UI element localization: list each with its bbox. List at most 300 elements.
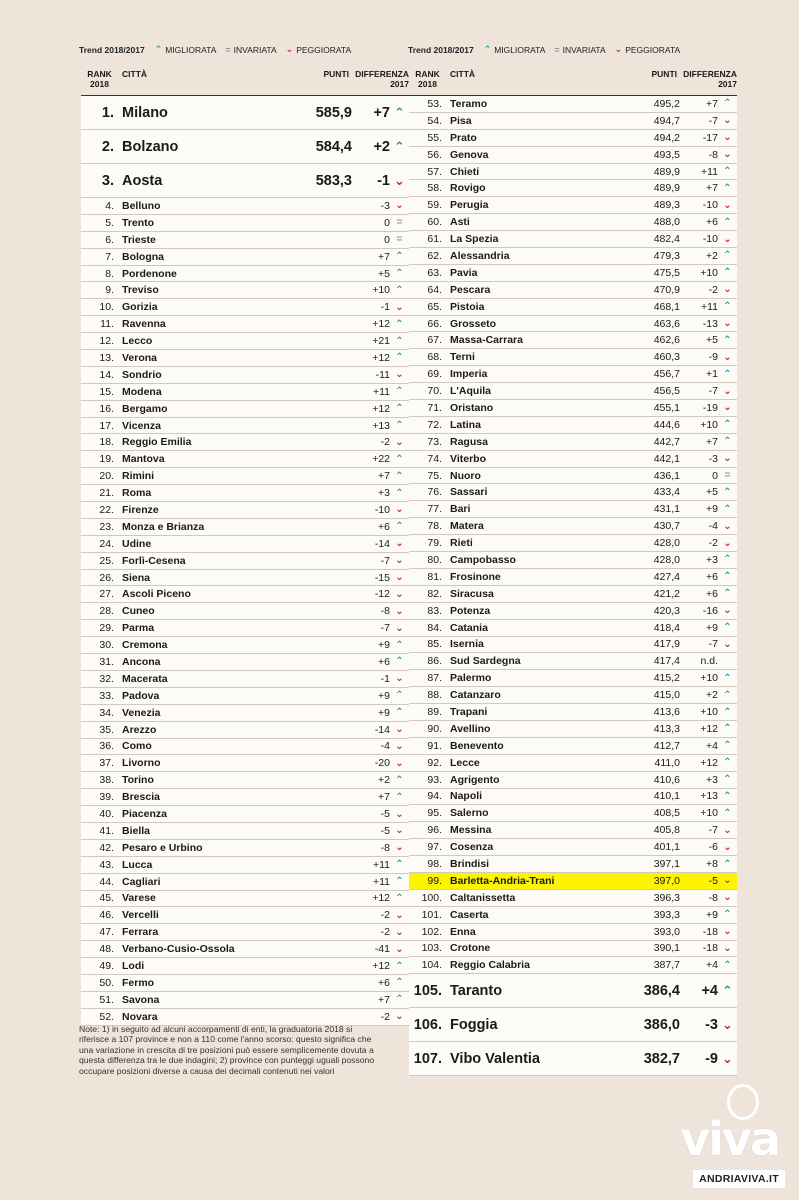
city-cell: Asti [450,216,470,229]
diff-cell: +7 [378,470,390,483]
chevron-up-icon: ⌃ [723,250,732,262]
chevron-down-icon: ⌄ [723,824,732,836]
diff-cell: +11 [372,858,390,871]
rank-cell: 99. [427,874,442,887]
chevron-down-icon: ⌄ [722,1016,733,1032]
table-row [409,383,737,400]
points-cell: 405,8 [653,824,680,837]
rank-cell: 89. [427,706,442,718]
city-cell: Bolzano [122,138,179,155]
rank-cell: 7. [105,250,114,263]
points-cell: 420,3 [653,604,680,617]
chevron-up-icon: ⌃ [723,723,732,735]
city-cell: Verbano-Cusio-Ossola [122,943,235,956]
diff-cell: +7 [706,435,718,448]
chevron-down-icon: ⌄ [723,875,732,887]
legend-improved [484,44,546,55]
table-row [409,332,737,349]
diff-cell: 0 [712,469,718,482]
diff-cell: +4 [706,959,718,972]
diff-cell: -20 [374,757,390,770]
legend-worse [286,44,352,55]
table-row [81,603,409,620]
header-city: CITTÀ [122,69,148,79]
table-row [81,519,409,536]
city-cell: Belluno [122,199,161,212]
diff-cell: -14 [374,723,390,736]
city-cell: Palermo [450,672,492,685]
diff-cell: +8 [706,858,718,871]
diff-cell: +2 [373,138,390,155]
rank-cell: 2. [101,138,114,155]
chevron-down-icon: ⌄ [395,825,404,837]
points-cell: 442,1 [653,452,680,465]
diff-cell: +6 [706,216,718,229]
city-cell: Pordenone [122,267,177,280]
city-cell: Mantova [122,453,165,466]
diff-cell: -7 [380,622,390,635]
diff-cell: -1 [377,172,390,189]
city-cell: Cagliari [122,875,161,888]
rank-cell: 45. [99,892,114,905]
points-cell: 413,3 [653,722,680,735]
header-diff: DIFFERENZA 2017 [355,69,409,89]
city-cell: Napoli [450,790,483,803]
rank-cell: 76. [427,486,442,499]
rank-cell: 40. [99,808,114,820]
rank-cell: 48. [99,943,114,956]
chevron-down-icon: ⌄ [395,842,404,854]
rank-cell: 104. [421,959,442,972]
rank-cell: 4. [105,199,114,212]
rank-cell: 83. [427,604,442,617]
city-cell: Reggio Emilia [122,436,192,449]
table-row [409,417,737,434]
table-row [409,907,737,924]
rank-cell: 15. [99,385,114,398]
chevron-down-icon: ⌄ [723,942,732,954]
table-row [409,620,737,637]
diff-cell: +3 [706,553,718,566]
diff-cell: -5 [380,808,390,820]
table-row [409,974,737,1008]
table-row [409,805,737,822]
diff-cell: -18 [702,925,718,938]
table-row [409,501,737,518]
chevron-up-icon: ⌃ [723,503,732,515]
chevron-down-icon: ⌄ [723,638,732,650]
chevron-down-icon: ⌄ [395,538,404,550]
rank-cell: 101. [421,908,442,921]
chevron-down-icon: ⌄ [723,233,732,245]
diff-cell: +11 [372,875,390,888]
table-row [81,350,409,367]
chevron-up-icon: ⌃ [723,706,732,718]
chevron-down-icon: ⌄ [723,892,732,904]
rank-cell: 1. [101,104,114,121]
points-cell: 386,0 [643,1016,680,1033]
chevron-down-icon: ⌄ [723,402,732,414]
diff-cell: -7 [708,114,718,127]
diff-cell: +9 [706,503,718,516]
rank-cell: 73. [427,435,442,448]
chevron-up-icon: ⌃ [395,386,404,398]
points-cell: 583,3 [315,172,352,189]
points-cell: 460,3 [653,351,680,364]
city-cell: Massa-Carrara [450,334,523,347]
chevron-down-icon: ⌄ [723,149,732,161]
chevron-down-icon: ⌄ [395,808,404,820]
rank-cell: 35. [99,723,114,736]
table-row [409,400,737,417]
table-row [409,535,737,552]
chevron-down-icon: ⌄ [285,44,294,54]
points-cell: 427,4 [653,570,680,583]
rank-cell: 85. [427,638,442,651]
city-cell: Foggia [450,1016,498,1033]
rank-cell: 81. [427,570,442,583]
chevron-up-icon: ⌃ [723,790,732,802]
diff-cell: -2 [380,436,390,449]
rank-cell: 100. [421,891,442,904]
table-row [81,418,409,435]
table-row [409,130,737,147]
ranking-column-right [409,67,737,1076]
points-cell: 401,1 [653,841,680,854]
chevron-up-icon: ⌃ [723,182,732,194]
diff-cell: +12 [372,892,390,905]
points-cell: 415,2 [653,672,680,685]
rank-cell: 92. [427,756,442,769]
diff-cell: +3 [706,773,718,786]
table-row [409,164,737,181]
table-row [409,214,737,231]
diff-cell: +11 [700,300,718,313]
rank-cell: 36. [99,740,114,753]
rank-cell: 71. [427,401,442,414]
site-url[interactable]: ANDRIAVIVA.IT [693,1170,785,1188]
diff-cell: +9 [706,621,718,634]
header-city: CITTÀ [450,69,476,79]
rank-cell: 50. [99,976,114,989]
chevron-up-icon: ⌃ [723,807,732,819]
diff-cell: +9 [706,908,718,921]
table-row [81,96,409,130]
rank-cell: 23. [99,520,114,533]
chevron-up-icon: ⌃ [395,960,404,972]
rank-cell: 78. [427,520,442,533]
table-row [81,198,409,215]
city-cell: Vicenza [122,419,161,432]
rank-cell: 37. [99,757,114,770]
diff-cell: +12 [700,722,718,735]
table-row [81,299,409,316]
chevron-down-icon: ⌄ [395,622,404,634]
table-row [409,299,737,316]
city-cell: Catania [450,621,488,634]
rank-cell: 90. [427,722,442,735]
points-cell: 428,0 [653,553,680,566]
city-cell: Cosenza [450,841,494,854]
table-row [409,772,737,789]
diff-cell: -8 [708,148,718,161]
table-row [409,316,737,333]
table-row [409,941,737,958]
chevron-down-icon: ⌄ [394,172,405,188]
city-cell: Sassari [450,486,488,499]
chevron-up-icon: ⌃ [395,859,404,871]
rank-cell: 18. [99,436,114,449]
diff-cell: +6 [378,655,390,668]
chevron-up-icon: ⌃ [154,44,163,54]
diff-cell: -10 [702,233,718,246]
rank-cell: 39. [99,791,114,804]
city-cell: Caserta [450,908,489,921]
chevron-down-icon: ⌄ [395,926,404,938]
city-cell: Grosseto [450,317,497,330]
chevron-down-icon: ⌄ [614,44,623,54]
rank-cell: 28. [99,605,114,618]
chevron-up-icon: ⌃ [394,104,405,120]
city-cell: Siena [122,571,151,584]
points-cell: 417,4 [653,655,680,668]
rank-cell: 51. [99,993,114,1006]
points-cell: 442,7 [653,435,680,448]
city-cell: Frosinone [450,570,501,583]
rank-cell: 41. [99,824,114,837]
chevron-up-icon: ⌃ [723,166,732,177]
table-row [81,570,409,587]
diff-cell: +10 [700,807,718,820]
table-row [81,553,409,570]
table-row [81,502,409,519]
table-row [81,164,409,198]
rank-cell: 103. [421,942,442,955]
diff-cell: +21 [372,335,390,348]
city-cell: L'Aquila [450,385,491,398]
rank-cell: 105. [413,982,442,999]
chevron-down-icon: ⌄ [723,841,732,853]
header-diff: DIFFERENZA 2017 [683,69,737,89]
rank-cell: 60. [427,216,442,229]
table-row [81,874,409,891]
points-cell: 412,7 [653,739,680,752]
table-row [409,180,737,197]
table-row [81,130,409,164]
chevron-down-icon: ⌄ [395,588,404,600]
legend-unchanged [225,45,276,55]
legend-title: Trend 2018/2017 [79,44,145,55]
diff-cell: +10 [700,418,718,431]
city-cell: Rovigo [450,182,486,195]
rank-cell: 21. [99,487,114,500]
diff-cell: -5 [380,824,390,837]
chevron-up-icon: ⌃ [395,521,404,533]
points-cell: 462,6 [653,334,680,347]
diff-cell: +6 [706,570,718,583]
diff-cell: -5 [708,874,718,887]
table-row [409,231,737,248]
legend-unchanged-label: INVARIATA [233,44,277,55]
legend-worse [615,44,681,55]
chevron-down-icon: ⌄ [395,943,404,955]
diff-cell: -10 [702,199,718,212]
chevron-up-icon: ⌃ [395,791,404,803]
chevron-up-icon: ⌃ [723,334,732,346]
points-cell: 482,4 [653,233,680,246]
table-row [409,451,737,468]
chevron-up-icon: ⌃ [395,420,404,432]
city-cell: Teramo [450,97,488,110]
table-row [409,721,737,738]
rank-cell: 52. [99,1010,114,1023]
city-cell: Messina [450,824,492,837]
rank-cell: 22. [99,503,114,516]
chevron-down-icon: ⌄ [723,115,732,127]
table-row [409,248,737,265]
chevron-up-icon: ⌃ [395,470,404,482]
table-row [81,282,409,299]
rank-cell: 9. [105,284,114,297]
rank-cell: 14. [99,368,114,381]
diff-cell: -6 [708,841,718,854]
table-row [81,789,409,806]
diff-cell: -15 [374,571,390,584]
chevron-up-icon: ⌃ [395,487,404,499]
table-row [409,586,737,603]
rank-cell: 20. [99,470,114,483]
chevron-up-icon: ⌃ [723,301,732,313]
rank-cell: 27. [99,588,114,601]
city-cell: Genova [450,148,489,161]
rank-cell: 106. [413,1016,442,1033]
chevron-down-icon: ⌄ [723,385,732,397]
diff-cell: +9 [378,689,390,702]
city-cell: Udine [122,537,152,550]
rank-cell: 82. [427,587,442,600]
diff-cell: +13 [700,790,718,803]
rank-cell: 44. [99,875,114,888]
diff-cell: +10 [372,284,390,297]
diff-cell: -7 [708,638,718,651]
table-row [81,637,409,654]
equals-icon: = [225,44,231,55]
city-cell: Catanzaro [450,689,501,702]
table-row [81,924,409,941]
chevron-up-icon: ⌃ [395,892,404,904]
rank-cell: 67. [427,334,442,347]
city-cell: Viterbo [450,452,486,465]
table-row [81,249,409,266]
table-row [409,349,737,366]
table-row [409,113,737,130]
diff-cell: -3 [705,1016,718,1033]
chevron-down-icon: ⌄ [395,436,404,448]
table-header [81,67,409,96]
table-row [409,755,737,772]
chevron-up-icon: ⌃ [395,707,404,719]
diff-cell: -12 [374,588,390,601]
table-row [409,822,737,839]
table-row [81,586,409,603]
city-cell: Modena [122,385,162,398]
city-cell: Rimini [122,470,155,483]
city-cell: Chieti [450,165,480,178]
rank-cell: 32. [99,672,114,685]
points-cell: 489,9 [653,182,680,195]
city-cell: Torino [122,774,154,787]
chevron-up-icon: ⌃ [723,571,732,583]
city-cell: Ragusa [450,435,488,448]
rank-cell: 68. [427,351,442,364]
header-points: PUNTI [651,69,677,79]
city-cell: Parma [122,622,155,635]
points-cell: 495,2 [653,97,680,110]
points-cell: 436,1 [653,469,680,482]
legend-title: Trend 2018/2017 [408,44,474,55]
rank-cell: 87. [427,672,442,685]
chevron-up-icon: ⌃ [395,268,404,279]
table-row [81,688,409,705]
city-cell: Pisa [450,114,472,127]
chevron-up-icon: ⌃ [723,757,732,769]
diff-cell: +10 [700,706,718,718]
table-row [81,705,409,722]
city-cell: Arezzo [122,723,157,736]
diff-cell: -7 [708,824,718,837]
city-cell: Forlì-Cesena [122,554,186,567]
diff-cell: -17 [702,131,718,144]
chevron-up-icon: ⌃ [723,554,732,566]
city-cell: Latina [450,418,481,431]
chevron-up-icon: ⌃ [395,977,404,989]
header-rank: RANK 2018 [415,69,440,89]
rank-cell: 8. [105,267,114,280]
chevron-up-icon: ⌃ [723,672,732,684]
table-row [81,722,409,739]
city-cell: Caltanissetta [450,891,516,904]
table-row [409,924,737,941]
table-row [409,687,737,704]
diff-cell: -19 [702,401,718,414]
diff-cell: -8 [380,605,390,618]
points-cell: 431,1 [653,503,680,516]
rank-cell: 10. [99,301,114,314]
diff-cell: -4 [380,740,390,753]
diff-cell: +9 [378,639,390,652]
city-cell: Alessandria [450,249,510,262]
points-cell: 455,1 [653,401,680,414]
legend-worse-label: PEGGIORATA [625,44,681,55]
logo-mark: viva [680,1112,779,1166]
equals-icon: = [554,44,560,55]
rank-cell: 26. [99,571,114,584]
rank-cell: 19. [99,453,114,466]
table-row [81,975,409,992]
rank-cell: 55. [427,131,442,144]
city-cell: Pistoia [450,300,485,313]
diff-cell: -2 [380,1010,390,1023]
chevron-up-icon: ⌃ [722,982,733,998]
city-cell: Cremona [122,639,168,652]
table-row [409,552,737,569]
diff-cell: +4 [706,739,718,752]
chevron-up-icon: ⌃ [395,774,404,786]
rank-cell: 95. [427,807,442,820]
rank-cell: 62. [427,249,442,262]
points-cell: 417,9 [653,638,680,651]
rank-cell: 64. [427,283,442,296]
